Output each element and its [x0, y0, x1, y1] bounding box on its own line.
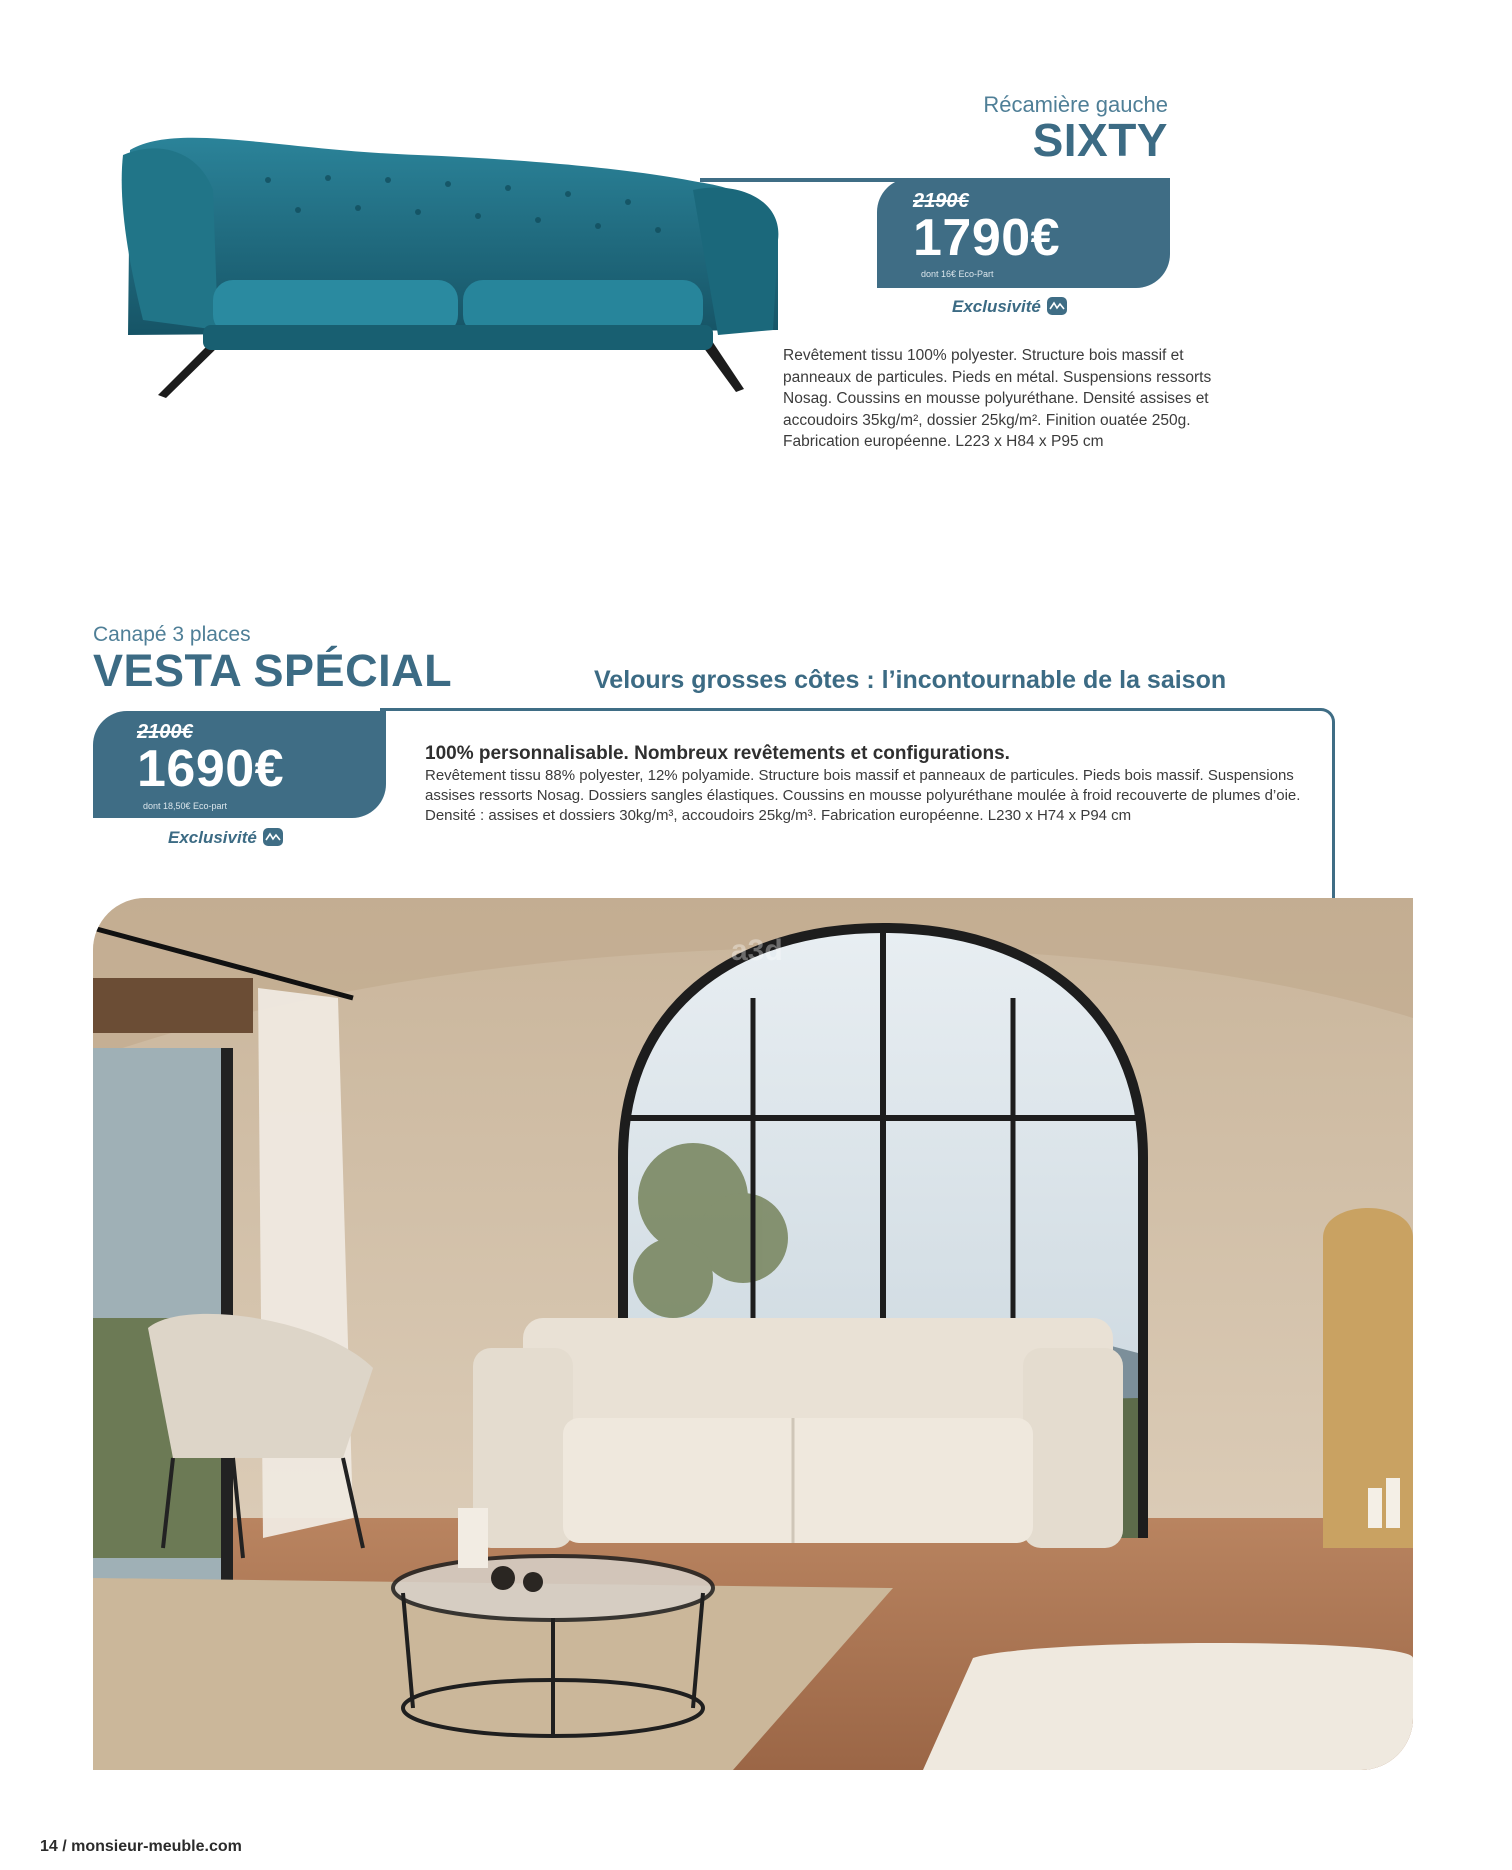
- vesta-living-room-photo: [93, 898, 1413, 1770]
- vesta-description-body: Revêtement tissu 88% polyester, 12% polyamide. Structure bois massif et panneaux de particules. Pieds bois massif. Suspensions assises ressorts Nosag. Dossiers sangles élastiques. Coussins en mousse polyuréthane moulée à froid recouverte de plumes d’oie. Densité : assises et dossiers 30kg/m³, accoudoirs 25kg/m³. Fabrication européenne. L230 x H74 x P94 cm: [425, 767, 1301, 824]
- photo-watermark: a3d: [731, 934, 783, 967]
- vesta-subtitle: Canapé 3 places: [93, 623, 251, 646]
- vesta-tagline: Velours grosses côtes : l’incontournable de la saison: [594, 666, 1227, 694]
- footer-page-number: 14 / monsieur-meuble.com: [40, 1838, 242, 1855]
- sixty-old-price: 2190€: [913, 190, 969, 212]
- vesta-description-heading: 100% personnalisable. Nombreux revêtements et configurations.: [425, 743, 1010, 764]
- exclusivity-logo-icon: [1047, 297, 1067, 315]
- vesta-title: VESTA SPÉCIAL: [93, 645, 453, 696]
- sixty-price: 1790€: [913, 209, 1061, 267]
- sixty-subtitle: Récamière gauche: [983, 92, 1168, 117]
- sixty-price-box: [877, 178, 1170, 288]
- sixty-description: Revêtement tissu 100% polyester. Structure bois massif et panneaux de particules. Pieds en métal. Suspensions ressorts Nosag. Coussins en mousse polyuréthane. Densité assises et accoudoirs 35kg/m², dossier 25kg/m². Finition ouatée 250g. Fabrication européenne. L223 x H84 x P95 cm: [783, 347, 1212, 450]
- exclusivity-logo-icon: [263, 828, 283, 846]
- vesta-price-box: [93, 711, 386, 818]
- sixty-sofa-image: [118, 130, 798, 400]
- vesta-exclusivity-label: Exclusivité: [168, 828, 257, 847]
- vesta-exclusivity: [168, 828, 283, 848]
- vesta-eco-part: dont 18,50€ Eco-part: [143, 801, 228, 811]
- vesta-price: 1690€: [137, 740, 285, 798]
- sixty-title: SIXTY: [1032, 114, 1168, 166]
- vesta-old-price: 2100€: [137, 721, 193, 743]
- sixty-exclusivity: [952, 297, 1067, 317]
- vesta-description: [425, 742, 1325, 826]
- sixty-exclusivity-label: Exclusivité: [952, 297, 1041, 316]
- sixty-eco-part: dont 16€ Eco-Part: [921, 269, 994, 279]
